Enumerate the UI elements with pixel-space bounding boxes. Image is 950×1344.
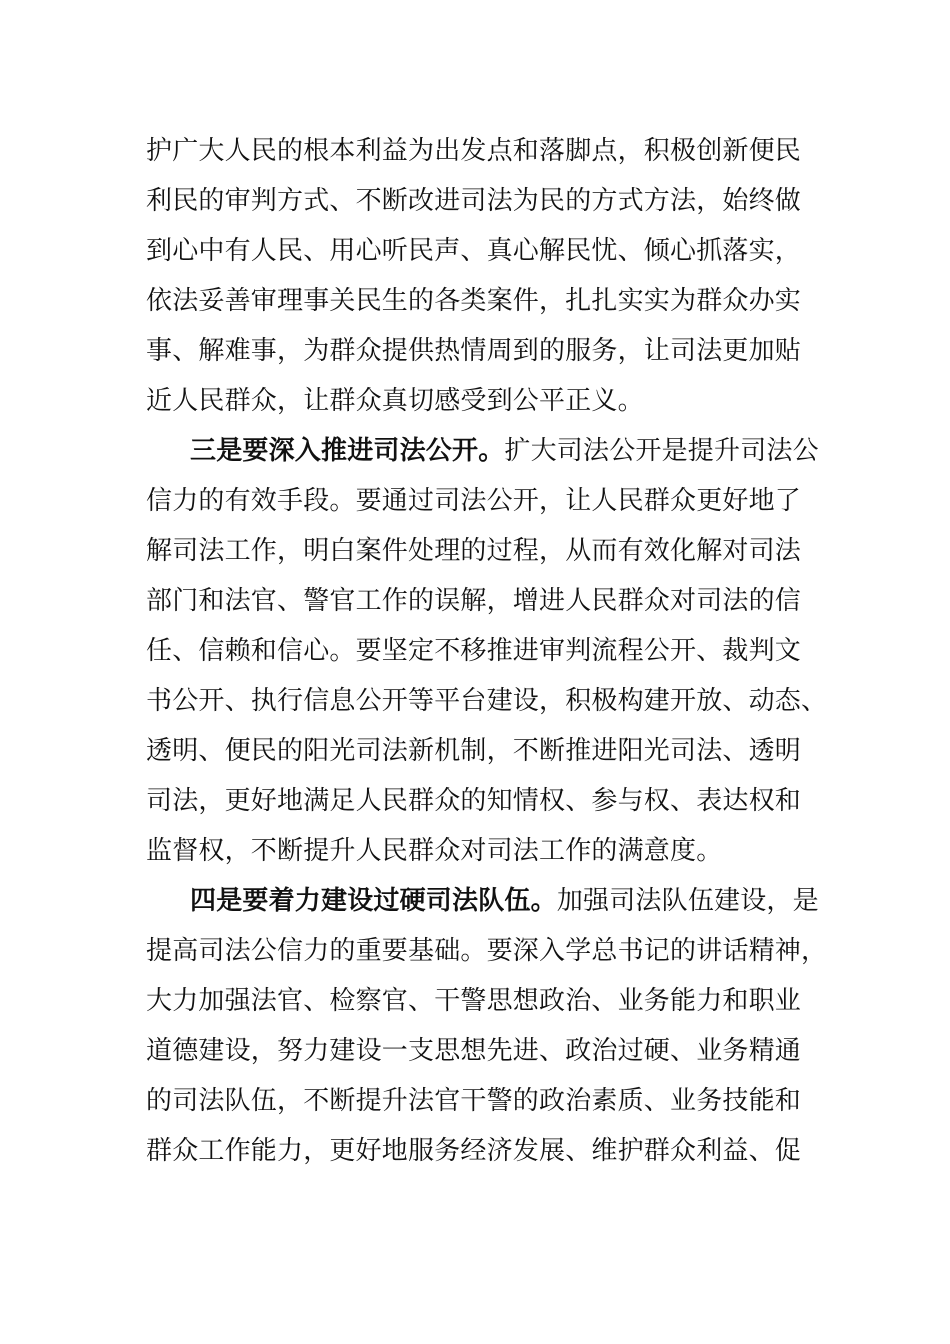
text-line: 部门和法官、警官工作的误解，增进人民群众对司法的信 xyxy=(146,586,802,616)
paragraph-heading: 四是要着力建设过硬司法队伍。 xyxy=(190,886,557,916)
text-line xyxy=(146,426,819,476)
text-line: 大力加强法官、检察官、干警思想政治、业务能力和职业 xyxy=(146,986,802,1016)
text-line: 提高司法公信力的重要基础。要深入学总书记的讲话精神， xyxy=(146,936,828,966)
text-line: 司法，更好地满足人民群众的知情权、参与权、表达权和 xyxy=(146,786,802,816)
text-line: 解司法工作，明白案件处理的过程，从而有效化解对司法 xyxy=(146,536,802,566)
text-line: 信力的有效手段。要通过司法公开，让人民群众更好地了 xyxy=(146,486,802,516)
text-line: 事、解难事，为群众提供热情周到的服务，让司法更加贴 xyxy=(146,336,802,366)
text-line: 群众工作能力，更好地服务经济发展、维护群众利益、促 xyxy=(146,1136,802,1166)
text-line: 近人民群众，让群众真切感受到公平正义。 xyxy=(146,386,644,416)
paragraph-heading: 三是要深入推进司法公开。 xyxy=(190,436,505,466)
text-line: 透明、便民的阳光司法新机制，不断推进阳光司法、透明 xyxy=(146,736,802,766)
paragraph-judicial-team xyxy=(146,876,828,1176)
document-body xyxy=(146,126,828,1176)
text-line xyxy=(146,876,819,926)
text-line: 书公开、执行信息公开等平台建设，积极构建开放、动态、 xyxy=(146,686,828,716)
text-line: 监督权，不断提升人民群众对司法工作的满意度。 xyxy=(146,836,723,866)
paragraph-judicial-openness xyxy=(146,426,828,876)
text-line: 到心中有人民、用心听民声、真心解民忧、倾心抓落实， xyxy=(146,236,802,266)
text-run: 扩大司法公开是提升司法公 xyxy=(504,436,819,466)
text-line: 利民的审判方式、不断改进司法为民的方式方法，始终做 xyxy=(146,186,802,216)
text-run: 加强司法队伍建设，是 xyxy=(556,886,819,916)
paragraph-service-people xyxy=(146,126,806,426)
text-line: 道德建设，努力建设一支思想先进、政治过硬、业务精通 xyxy=(146,1036,802,1066)
text-line: 依法妥善审理事关民生的各类案件，扎扎实实为群众办实 xyxy=(146,286,802,316)
text-line: 的司法队伍，不断提升法官干警的政治素质、业务技能和 xyxy=(146,1086,802,1116)
text-line: 任、信赖和信心。要坚定不移推进审判流程公开、裁判文 xyxy=(146,636,802,666)
text-line: 护广大人民的根本利益为出发点和落脚点，积极创新便民 xyxy=(146,136,802,166)
